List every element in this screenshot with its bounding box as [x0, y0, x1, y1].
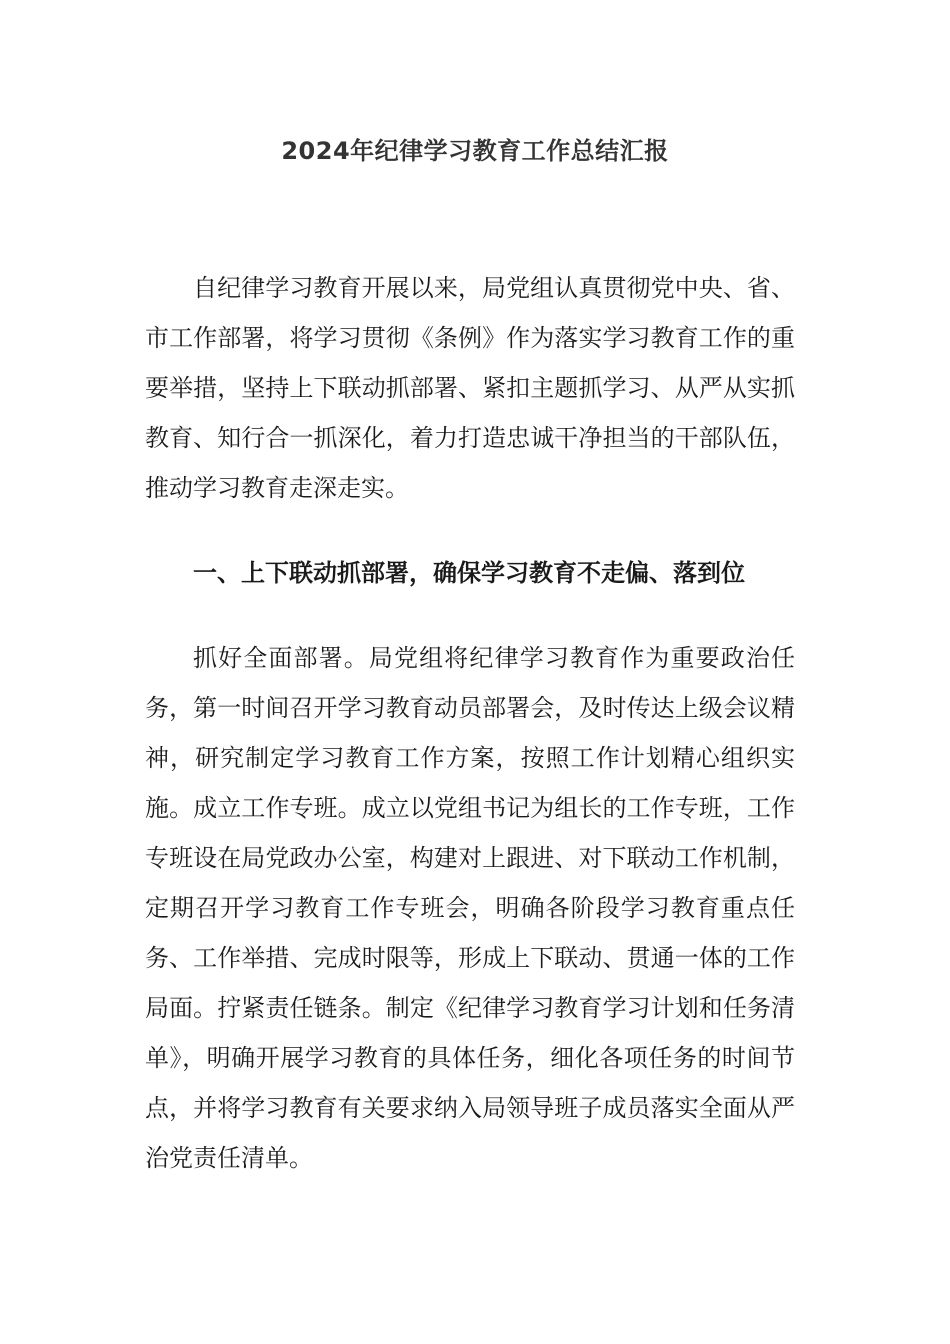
intro-paragraph: 自纪律学习教育开展以来，局党组认真贯彻党中央、省、市工作部署，将学习贯彻《条例》作为落实学习教育工作的重要举措，坚持上下联动抓部署、紧扣主题抓学习、从严从实抓教育、知行合一抓深化，着力打造忠诚干净担当的干部队伍，推动学习教育走深走实。: [145, 274, 795, 502]
document-title: 2024年纪律学习教育工作总结汇报: [281, 137, 669, 165]
section-1-paragraph: 抓好全面部署。局党组将纪律学习教育作为重要政治任务，第一时间召开学习教育动员部署会，及时传达上级会议精神，研究制定学习教育工作方案，按照工作计划精心组织实施。成立工作专班。成立以党组书记为组长的工作专班，工作专班设在局党政办公室，构建对上跟进、对下联动工作机制，定期召开学习教育工作专班会，明确各阶段学习教育重点任务、工作举措、完成时限等，形成上下联动、贯通一体的工作局面。拧紧责任链条。制定《纪律学习教育学习计划和任务清单》，明确开展学习教育的具体任务，细化各项任务的时间节点，并将学习教育有关要求纳入局领导班子成员落实全面从严治党责任清单。: [145, 644, 795, 1172]
section-heading-1: 一、上下联动抓部署，确保学习教育不走偏、落到位: [193, 559, 745, 587]
